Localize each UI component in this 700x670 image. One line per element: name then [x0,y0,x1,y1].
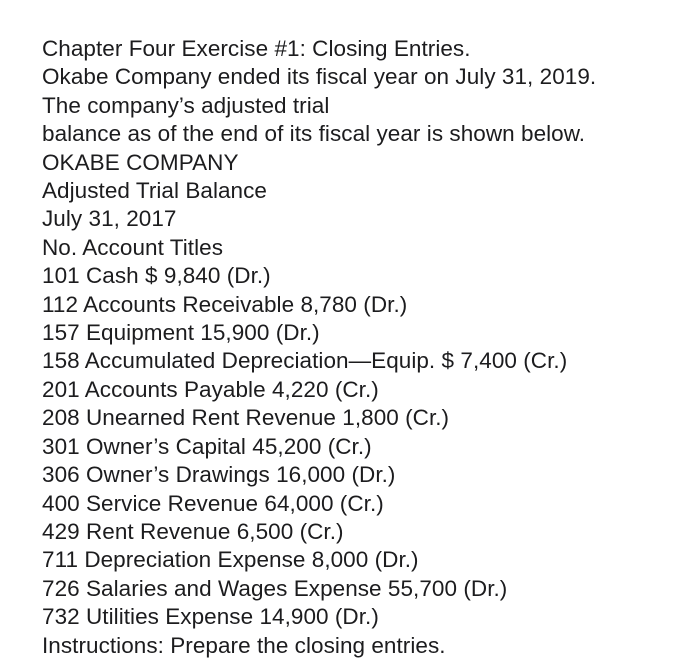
report-title: Adjusted Trial Balance [42,178,267,204]
account-line: 711 Depreciation Expense 8,000 (Dr.) [42,547,419,573]
account-line: 208 Unearned Rent Revenue 1,800 (Cr.) [42,405,450,431]
account-line: 429 Rent Revenue 6,500 (Cr.) [42,518,344,544]
account-line: 726 Salaries and Wages Expense 55,700 (Dr.) [42,575,508,601]
exercise-heading: Chapter Four Exercise #1: Closing Entries. [42,36,471,61]
intro-line: balance as of the end of its fiscal year is shown below. [42,121,586,147]
report-date: July 31, 2017 [42,206,177,232]
column-header: No. Account Titles [42,234,223,260]
document-body [42,35,692,660]
account-line: 101 Cash $ 9,840 (Dr.) [42,263,271,289]
intro-line: The company’s adjusted trial [42,92,330,118]
account-line: 201 Accounts Payable 4,220 (Cr.) [42,376,379,402]
account-line: 306 Owner’s Drawings 16,000 (Dr.) [42,462,396,488]
account-line: 732 Utilities Expense 14,900 (Dr.) [42,604,379,630]
account-line: 112 Accounts Receivable 8,780 (Dr.) [42,291,408,317]
company-name: OKABE COMPANY [42,149,239,175]
account-line: 301 Owner’s Capital 45,200 (Cr.) [42,433,372,459]
account-line: 158 Accumulated Depreciation—Equip. $ 7,400 (Cr.) [42,348,568,374]
account-line: 157 Equipment 15,900 (Dr.) [42,320,320,346]
instructions: Instructions: Prepare the closing entries. [42,632,446,658]
intro-line: Okabe Company ended its fiscal year on July 31, 2019. [42,64,597,90]
account-line: 400 Service Revenue 64,000 (Cr.) [42,490,384,516]
